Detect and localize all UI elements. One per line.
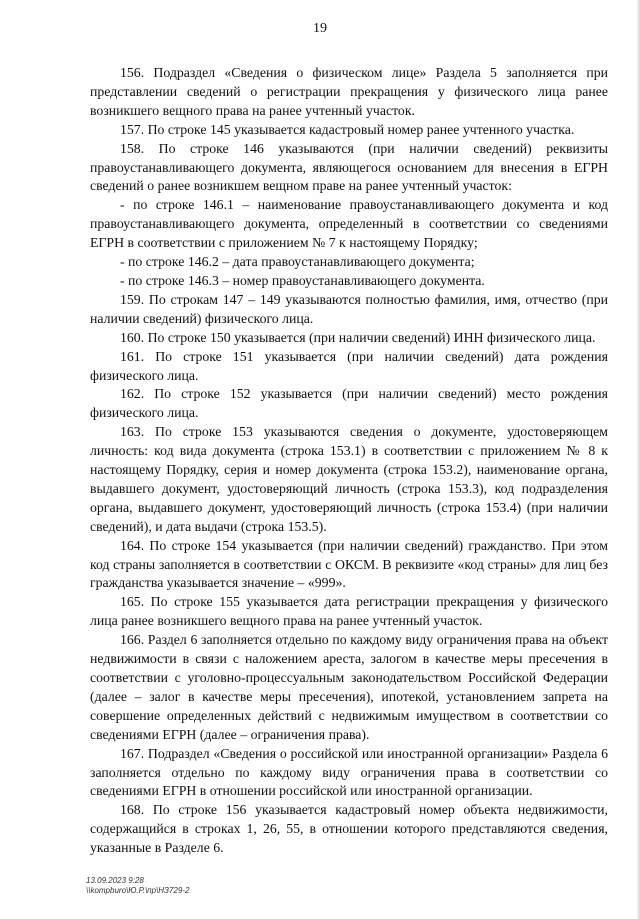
paragraph-168: 168. По строке 156 указывается кадастровый номер объекта недвижимости, содержащийся в строках 1, 26, 55, в отношении которого представляются сведения, указанные в Разделе 6. (90, 802, 608, 856)
paragraph-158-item-1: - по строке 146.1 – наименование правоустанавливающего документа и код правоустанавливающего документа, определенный в соответствии со сведениями ЕГРН в соответствии с приложением № 7 к настоящему Порядку; (90, 197, 608, 251)
paragraph-164: 164. По строке 154 указывается (при наличии сведений) гражданство. При этом код страны заполняется в соответствии с ОКСМ. В реквизите «код страны» для лиц без гражданства указывается значение – «999». (90, 537, 608, 591)
paragraph-158-item-2: - по строке 146.2 – дата правоустанавливающего документа; (120, 254, 475, 270)
paragraph-167: 167. Подраздел «Сведения о российской или иностранной организации» Раздела 6 заполняется отдельно по каждому виду ограничения права в соответствии со сведениями ЕГРН в отношении российской или иностранной организации. (90, 745, 608, 799)
paragraph-165: 165. По строке 155 указывается дата регистрации прекращения у физического лица ранее возникшего вещного права на ранее учтенный участок. (90, 594, 608, 629)
page-number: 19 (313, 21, 327, 36)
document-body (90, 64, 608, 858)
footer-timestamp: 13.09.2023 9:28 (86, 876, 144, 885)
paragraph-156: 156. Подраздел «Сведения о физическом лице» Раздела 5 заполняется при представлении сведений о регистрации прекращения у физического лица ранее возникшего вещного права на ранее учтенный участок. (90, 65, 608, 118)
paragraph-166: 166. Раздел 6 заполняется отдельно по каждому виду ограничения права на объект недвижимости в связи с наложением ареста, залогом в качестве меры пресечения в соответствии с уголовно-процессуальным законодательством Российской Федерации (далее – залог в качестве меры пресечения), ипотекой, установлением запрета на совершение определенных действий с недвижимым имуществом в соответствии со сведениями ЕГРН (далее – ограничения права). (90, 632, 608, 742)
footer-file-path: \\kompburo\Ю.Р.\пр\НЗ729-2 (86, 886, 190, 895)
paragraph-158: 158. По строке 146 указываются (при наличии сведений) реквизиты правоустанавливающего документа, являющегося основанием для внесения в ЕГРН сведений о ранее возникшем вещном праве на ранее учтенный участок: (90, 140, 608, 194)
paragraph-157: 157. По строке 145 указывается кадастровый номер ранее учтенного участка. (120, 121, 575, 137)
paragraph-160: 160. По строке 150 указывается (при наличии сведений) ИНН физического лица. (120, 329, 596, 345)
paragraph-161: 161. По строке 151 указывается (при наличии сведений) дата рождения физического лица. (90, 348, 608, 383)
paragraph-163: 163. По строке 153 указываются сведения о документе, удостоверяющем личность: код вида документа (строка 153.1) в соответствии с приложением № 8 к настоящему Порядку, серия и номер документа (строка 153.2), наименование органа, выдавшего документ, удостоверяющий личность (строка 153.3), код подразделения органа, выдавшего документ, удостоверяющий личность (строка 153.4) (при наличии сведений), и дата выдачи (строка 153.5). (90, 424, 608, 534)
paragraph-158-item-3: - по строке 146.3 – номер правоустанавливающего документа. (120, 272, 485, 288)
file-footer (86, 876, 189, 896)
paragraph-162: 162. По строке 152 указывается (при наличии сведений) место рождения физического лица. (90, 386, 608, 421)
paragraph-159: 159. По строкам 147 – 149 указываются полностью фамилия, имя, отчество (при наличии сведений) физического лица. (90, 291, 608, 326)
